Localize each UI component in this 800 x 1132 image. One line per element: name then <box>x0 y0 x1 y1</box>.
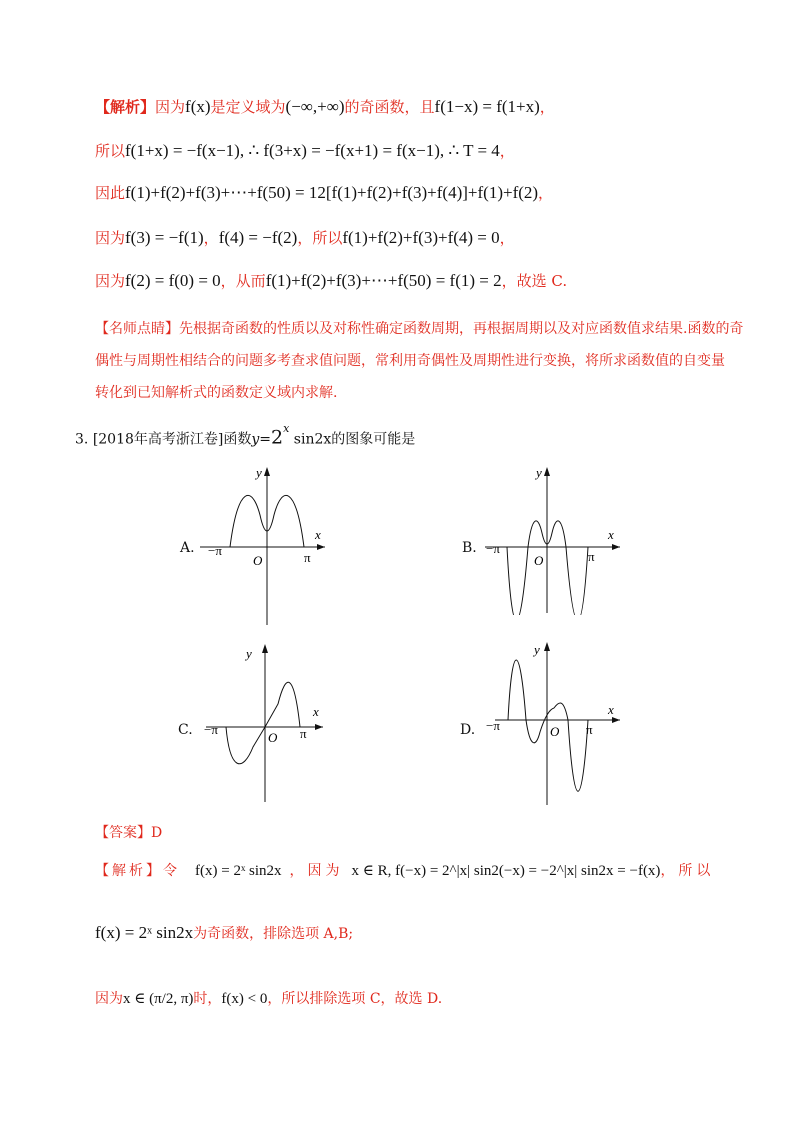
formula: f(x) < 0 <box>221 991 268 1007</box>
text: 时， <box>193 991 222 1007</box>
answer-line <box>95 822 162 844</box>
tip-tag: 【名师点睛】 <box>95 321 179 337</box>
y-arrow <box>264 467 270 476</box>
graph-b[interactable] <box>480 465 625 615</box>
y-arrow <box>544 467 550 476</box>
text: 因此 <box>95 184 126 202</box>
text: ，从而 <box>220 272 266 290</box>
tip-text: 先根据奇函数的性质以及对称性确定函数周期，再根据周期以及对应函数值求结果.函数的奇 <box>179 321 744 337</box>
text: 的奇函数，且 <box>344 98 435 116</box>
func-exp: x <box>283 422 290 435</box>
graph-c[interactable] <box>198 642 328 802</box>
formula: f(1)+f(2)+f(3)+⋯+f(50) = f(1) = 2 <box>265 271 502 290</box>
neg-pi-label: −π <box>486 718 500 733</box>
text: ，故选 C. <box>501 272 568 290</box>
y-label: y <box>256 465 262 480</box>
text: 令 <box>163 863 177 879</box>
y-arrow <box>544 642 550 651</box>
func-sin: sin2x <box>293 431 332 448</box>
text: ，所以 <box>297 229 343 247</box>
neg-pi-label: −π <box>486 541 500 556</box>
option-d-label[interactable]: D. <box>460 722 476 738</box>
y-label: y <box>246 646 252 661</box>
tip-text: 偶性与周期性相结合的问题多考查求值问题，常利用奇偶性及周期性进行变换，将所求函数值的自变量 <box>95 353 725 369</box>
text: ， <box>538 184 554 202</box>
text: 因为 <box>95 991 123 1007</box>
neg-pi-label: −π <box>208 543 222 558</box>
solution2-line-1 <box>95 860 714 882</box>
x-label: x <box>608 527 614 542</box>
pi-label: π <box>300 726 307 741</box>
formula: x ∈ (π/2, π) <box>123 991 194 1007</box>
origin-label: O <box>534 553 544 568</box>
x-arrow <box>315 724 323 730</box>
analysis-tag: 【解析】 <box>95 863 163 879</box>
text: 为奇函数，排除选项 A,B; <box>193 926 354 942</box>
x-label: x <box>313 704 319 719</box>
answer-value: D <box>151 825 163 841</box>
solution-line-5 <box>95 270 567 292</box>
formula: f(x) = 2ˣ sin2x <box>195 863 282 879</box>
x-label: x <box>315 527 321 542</box>
formula: f(1)+f(2)+f(3)+⋯+f(50) = 12[f(1)+f(2)+f(3)+f(4)]+f(1)+f(2) <box>125 183 539 202</box>
formula: f(2) = f(0) = 0 <box>125 271 221 290</box>
curve-d <box>508 660 588 791</box>
formula: f(1)+f(2)+f(3)+f(4) = 0 <box>342 228 500 247</box>
formula: f(1−x) = f(1+x) <box>434 97 540 116</box>
formula: f(x) <box>185 97 211 116</box>
option-b-label[interactable]: B. <box>462 540 477 556</box>
solution2-line-3 <box>95 988 442 1010</box>
question-3 <box>75 424 415 451</box>
tip-line-2 <box>95 350 725 372</box>
x-label: x <box>608 702 614 717</box>
graph-d[interactable] <box>480 640 625 805</box>
text: ， <box>203 229 219 247</box>
solution-line-4 <box>95 227 515 249</box>
question-source: [2018年高考浙江卷]函数 <box>92 431 252 448</box>
origin-label: O <box>550 724 560 739</box>
curve-c <box>226 682 300 763</box>
pi-label: π <box>304 550 311 565</box>
text: ，所以 <box>660 863 715 879</box>
neg-pi-label: −π <box>204 722 218 737</box>
text: 因为 <box>155 98 186 116</box>
y-label: y <box>534 642 540 657</box>
option-c-label[interactable]: C. <box>178 722 193 738</box>
text: 是定义域为 <box>210 98 286 116</box>
text: ， <box>539 98 555 116</box>
x-arrow <box>612 544 620 550</box>
formula: f(x) = 2ˣ sin2x <box>95 923 194 942</box>
formula: x ∈ R, f(−x) = 2^|x| sin2(−x) = −2^|x| sin2x = −f(x) <box>351 863 661 879</box>
solution-line-2 <box>95 140 515 162</box>
graph-a[interactable] <box>200 465 330 625</box>
tip-line-1 <box>95 318 743 340</box>
text: 因为 <box>95 229 126 247</box>
formula: f(1+x) = −f(x−1), ∴ f(3+x) = −f(x+1) = f(x−1), ∴ T = 4 <box>125 141 500 160</box>
solution-line-3 <box>95 182 553 204</box>
solution2-line-2 <box>95 922 353 945</box>
origin-label: O <box>253 553 263 568</box>
text: 所以 <box>95 142 126 160</box>
pi-label: π <box>586 722 593 737</box>
text: ，所以排除选项 C，故选 D. <box>267 991 443 1007</box>
func-base: 2 <box>271 426 284 449</box>
answer-tag: 【答案】 <box>95 825 151 841</box>
text: ， <box>499 142 515 160</box>
formula: f(4) = −f(2) <box>218 228 298 247</box>
solution-line-1 <box>95 96 555 118</box>
analysis-tag: 【解析】 <box>95 98 156 116</box>
text: 因为 <box>95 272 126 290</box>
formula: f(3) = −f(1) <box>125 228 204 247</box>
tip-text: 转化到已知解析式的函数定义域内求解. <box>95 385 338 401</box>
question-rest: 的图象可能是 <box>331 431 416 448</box>
tip-line-3 <box>95 382 337 404</box>
x-arrow <box>317 544 325 550</box>
y-label: y <box>536 465 542 480</box>
option-a-label[interactable]: A. <box>180 540 195 556</box>
origin-label: O <box>268 730 278 745</box>
x-arrow <box>612 717 620 723</box>
y-arrow <box>262 644 268 653</box>
text: ，因为 <box>289 863 344 879</box>
pi-label: π <box>588 549 595 564</box>
formula: (−∞,+∞) <box>285 97 345 116</box>
text: ， <box>499 229 515 247</box>
question-number: 3. <box>75 431 89 448</box>
func-y: y= <box>251 431 272 448</box>
